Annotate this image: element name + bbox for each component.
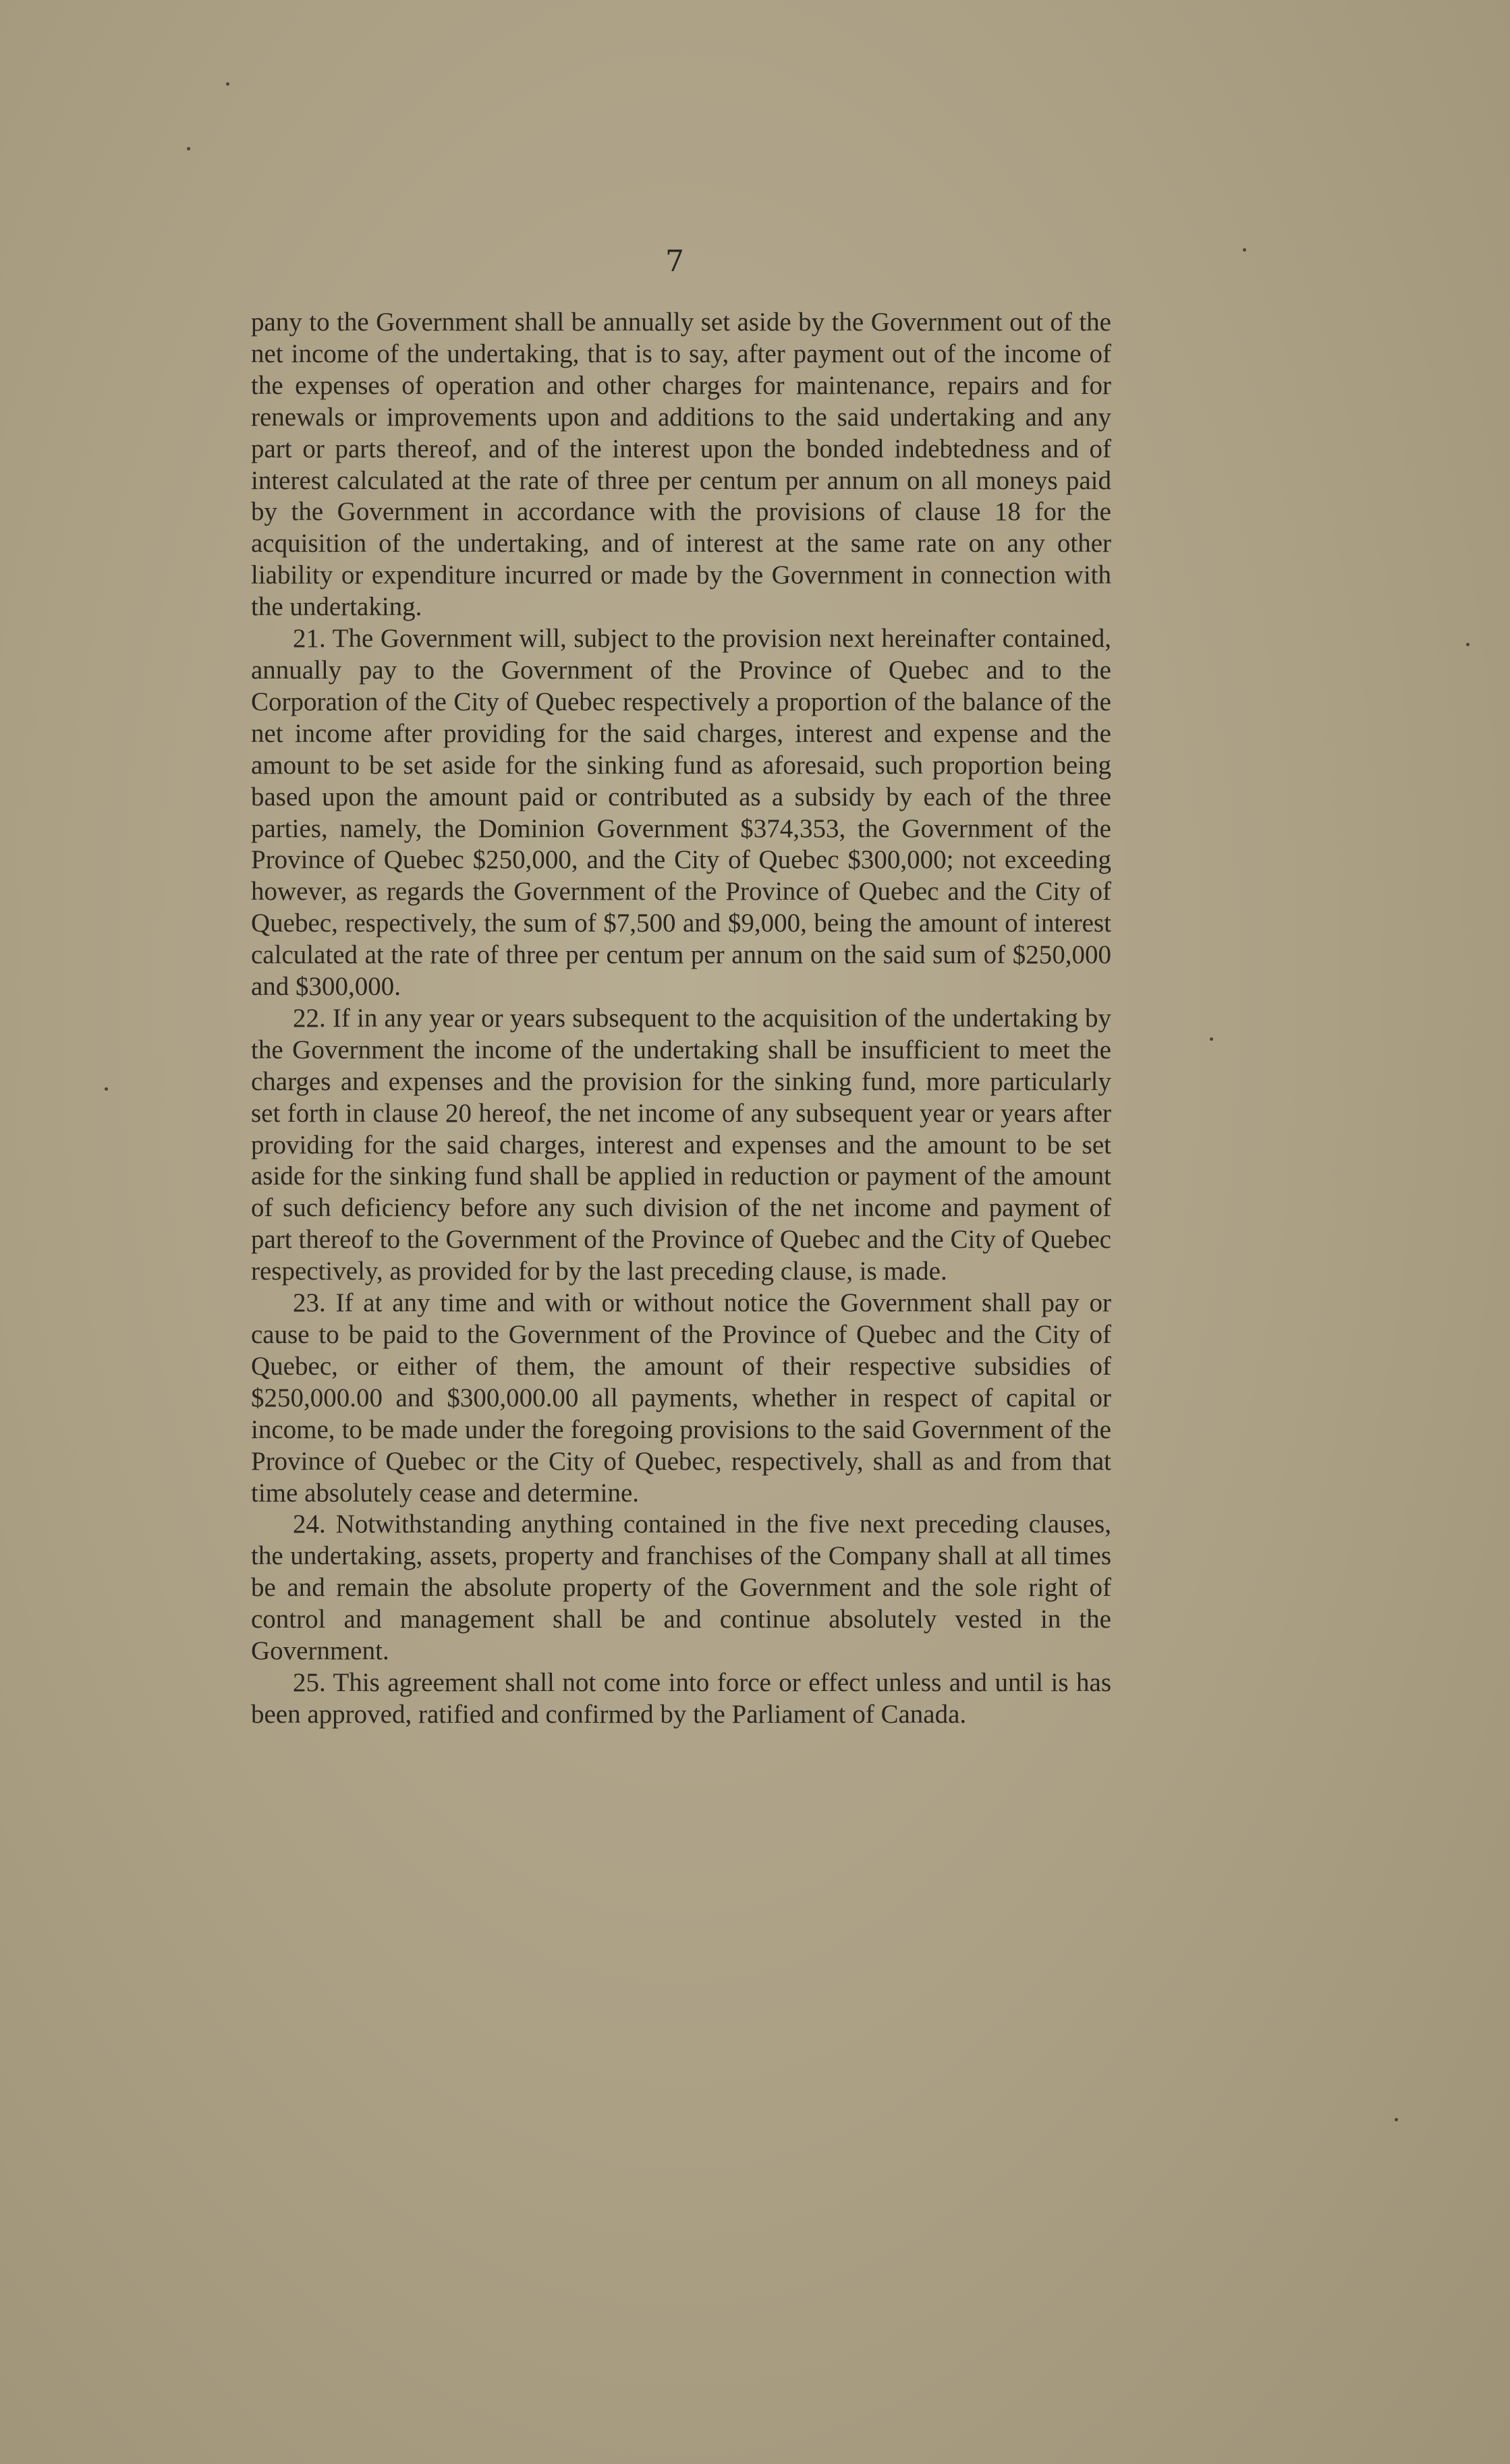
paragraph-continuation: pany to the Government shall be annually set aside by the Government out of the net income of the undertaking, that is to say, after payment out of the income of the expenses of operation and other charges for maintenance, repairs and for renewals or improvements upon and additions to the said undertaking and any part or parts thereof, and of the interest upon the bonded indebtedness and of interest calculated at the rate of three per centum per annum on all moneys paid by the Government in accordance with the provisions of clause 18 for the acquisition of the undertaking, and of interest at the same rate on any other liability or expenditure incurred or made by the Government in connection with the undertaking. <box>251 308 1111 622</box>
paragraph-clause-21: 21. The Government will, subject to the provision next hereinafter contained, annually pay to the Government of the Province of Quebec and to the Corporation of the City of Quebec respectively a proportion of the balance of the net income after providing for the said charges, interest and expense and the amount to be set aside for the sinking fund as aforesaid, such proportion being based upon the amount paid or contributed as a subsidy by each of the three parties, namely, the Dominion Government $374,353, the Government of the Province of Quebec $250,000, and the City of Quebec $300,000; not exceeding however, as regards the Government of the Province of Quebec and the City of Quebec, respectively, the sum of $7,500 and $9,000, being the amount of interest calculated at the rate of three per centum per annum on the said sum of $250,000 and $300,000. <box>251 624 1111 1002</box>
paper-speck <box>1466 643 1470 646</box>
page-number: 7 <box>665 244 684 279</box>
paper-speck <box>1243 248 1246 252</box>
paragraph-clause-22: 22. If in any year or years subsequent to the acquisition of the undertaking by the Government the income of the undertaking shall be insufficient to meet the charges and expenses and the provision for the sinking fund, more particularly set forth in clause 20 hereof, the net income of any subsequent year or years after providing for the said charges, interest and expenses and the amount to be set aside for the sinking fund shall be applied in reduction or payment of the amount of such deficiency before any such division of the net income and payment of part thereof to the Government of the Province of Quebec and the City of Quebec respectively, as provided for by the last preceding clause, is made. <box>251 1003 1111 1286</box>
document-body <box>251 307 1111 1731</box>
paper-speck <box>1395 2118 1398 2121</box>
paper-speck <box>187 147 190 150</box>
paragraph-clause-24: 24. Notwithstanding anything contained in the five next preceding clauses, the undertaking, assets, property and franchises of the Company shall at all times be and remain the absolute property of the Government and the sole right of control and management shall be and continue absolutely vested in the Government. <box>251 1510 1111 1666</box>
paper-speck <box>105 1087 108 1091</box>
paragraph-clause-25: 25. This agreement shall not come into force or effect unless and until is has been approved, ratified and confirmed by the Parliament of Canada. <box>251 1667 1111 1729</box>
paragraph-clause-23: 23. If at any time and with or without notice the Government shall pay or cause to be paid to the Government of the Province of Quebec and the City of Quebec, or either of them, the amount of their respective subsidies of $250,000.00 and $300,000.00 all payments, whether in respect of capital or income, to be made under the foregoing provisions to the said Government of the Province of Quebec or the City of Quebec, respectively, shall as and from that time absolutely cease and determine. <box>251 1288 1111 1508</box>
paper-speck <box>226 82 229 86</box>
paper-speck <box>1210 1037 1213 1041</box>
